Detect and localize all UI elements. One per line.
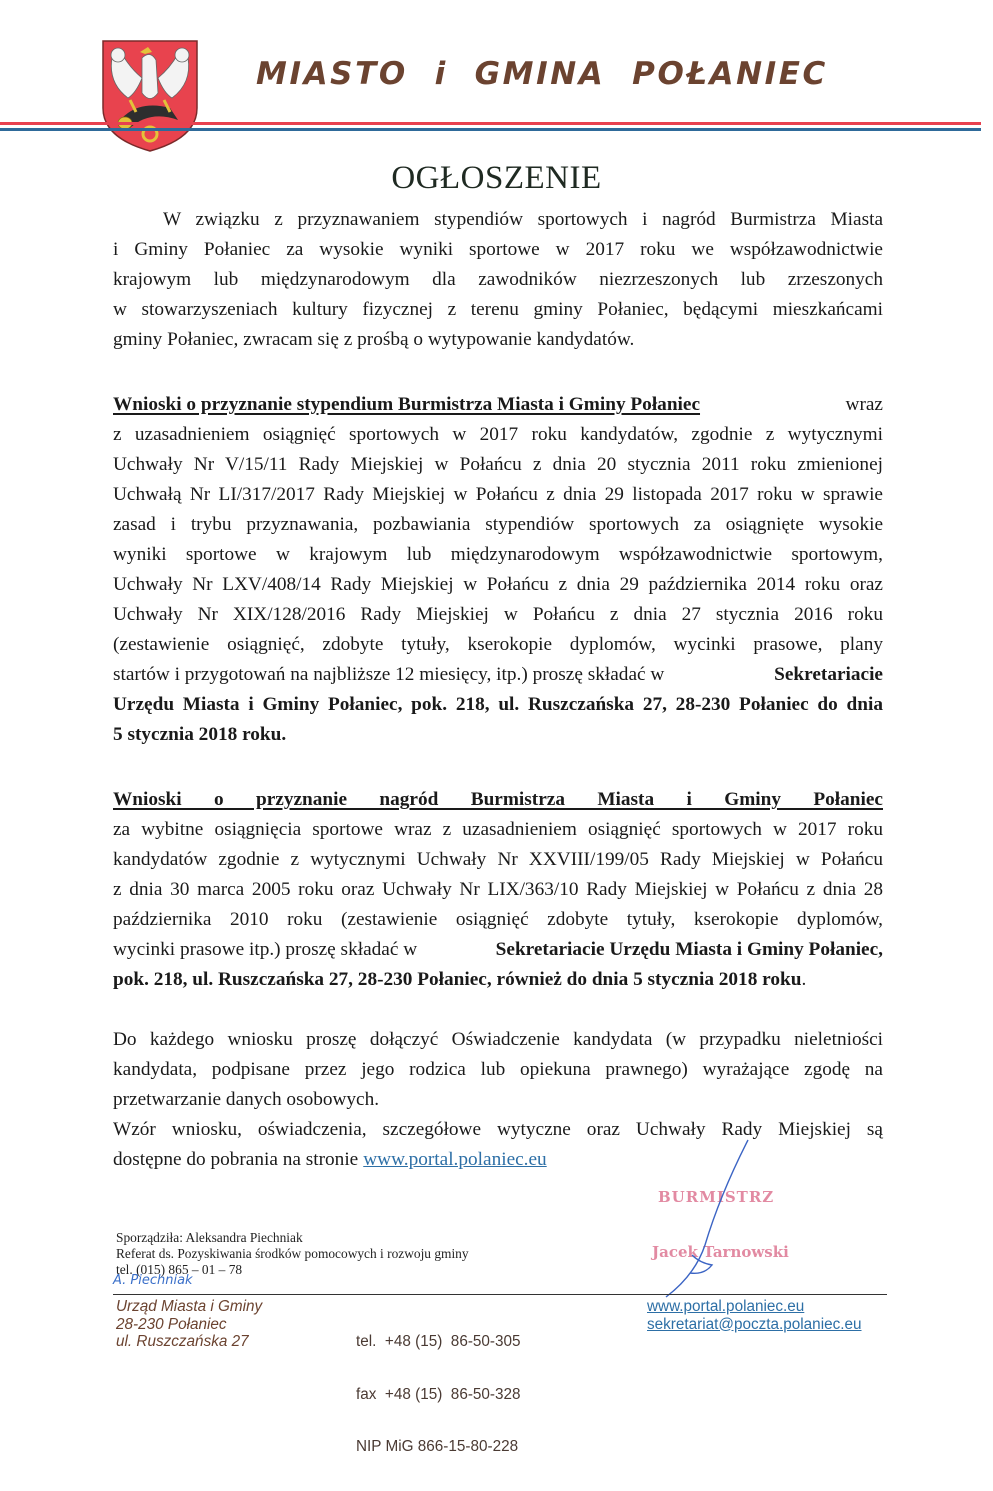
intro-paragraph [113,205,883,355]
text-segment-bold: pok. 218, ul. Ruszczańska 27, 28-230 Połaniec, również do dnia 5 stycznia 2018 roku [113,969,802,990]
footer-email-link[interactable]: sekretariat@poczta.polaniec.eu [647,1315,862,1333]
text-segment: startów i przygotowań na najbliższe 12 miesięcy, itp.) proszę składać w [113,664,665,685]
text-line: W związku z przyznawaniem stypendiów sportowych i nagród Burmistrza Miasta [163,209,883,230]
text-line: Do każdego wniosku proszę dołączyć Oświadczenie kandydata (w przypadku nieletniości [113,1029,883,1050]
portal-link[interactable]: www.portal.polaniec.eu [363,1149,547,1170]
text-line [113,660,883,690]
footer-address [116,1298,262,1351]
text-line: za wybitne osiągnięcia sportowe wraz z uzasadnieniem osiągnięć sportowych w 2017 roku [113,819,883,840]
footer-links [647,1298,862,1333]
heading-tail: wraz [845,394,883,415]
footer-nip: NIP MiG 866-15-80-228 [356,1438,519,1455]
text-line: Uchwały Nr V/15/11 Rady Miejskiej w Połańcu z dnia 20 stycznia 2011 roku zmienionej [113,454,883,475]
preparer-signature: A. Piechniak [113,1273,193,1288]
footer-phone: tel. +48 (15) 86-50-305 [356,1333,521,1350]
footer-fax: fax +48 (15) 86-50-328 [356,1385,521,1403]
awards-heading: Wnioski o przyznanie nagród Burmistrza Miasta i Gminy Połaniec [113,789,883,810]
prepared-by [116,1230,469,1278]
stamp-title: BURMISTRZ [658,1188,775,1206]
text-segment: wycinki prasowe itp.) proszę składać w [113,939,418,960]
text-line: kandydatów zgodnie z wytycznymi Uchwały Nr XXVIII/199/05 Rady Miejskiej w Połańcu [113,849,883,870]
header-divider-blue [0,128,981,131]
footer-website-link[interactable]: www.portal.polaniec.eu [647,1298,805,1315]
text-line: gminy Połaniec, zwracam się z prośbą o wytypowanie kandydatów. [113,329,635,350]
header-divider-red [0,122,981,125]
text-segment-bold: Sekretariacie Urzędu Miasta i Gminy Połaniec, [495,939,883,960]
prepared-by-phone: tel. (015) 865 – 01 – 78 [116,1262,243,1277]
scholarship-section [113,390,883,750]
text-line: (zestawienie osiągnięć, zdobyte tytuły, kserokopie dyplomów, wycinki prasowe, plany [113,634,883,655]
text-line: Uchwały Nr XIX/128/2016 Rady Miejskiej w Połańcu z dnia 27 stycznia 2016 roku [113,604,883,625]
footer-divider [113,1294,887,1295]
text-line: Uchwały Nr LXV/408/14 Rady Miejskiej w Połańcu z dnia 29 października 2014 roku oraz [113,574,883,595]
text-line: i Gminy Połaniec za wysokie wyniki sportowe w 2017 roku we współzawodnictwie [113,239,883,260]
text-line [113,935,883,965]
document-title: OGŁOSZENIE [391,160,602,196]
footer-contact [356,1298,521,1491]
coat-of-arms-icon [100,38,200,153]
address-line: 28-230 Połaniec [116,1315,227,1333]
text-segment-bold: Sekretariacie [774,664,883,685]
text-line: zasad i trybu przyznawania, pozbawiania stypendiów sportowych za osiągnięte wysokie [113,514,883,535]
text-line: października 2010 roku (zestawienie osiągnięć zdobyte tytuły, kserokopie dyplomów, [113,909,883,930]
text-segment: dostępne do pobrania na stronie [113,1149,359,1170]
text-line: z dnia 30 marca 2005 roku oraz Uchwały Nr LIX/363/10 Rady Miejskiej w Połańcu z dnia 28 [113,879,883,900]
text-line: w stowarzyszeniach kultury fizycznej z terenu gminy Połaniec, będącymi mieszkańcami [113,299,883,320]
address-line: ul. Ruszczańska 27 [116,1333,249,1350]
awards-section [113,785,883,995]
text-line: przetwarzanie danych osobowych. [113,1089,380,1110]
text-line-bold: Urzędu Miasta i Gminy Połaniec, pok. 218, ul. Ruszczańska 27, 28-230 Połaniec do dnia [113,694,883,715]
prepared-by-department: Referat ds. Pozyskiwania środków pomocowych i rozwoju gminy [116,1246,469,1261]
text-line [113,965,883,995]
text-line-bold: 5 stycznia 2018 roku. [113,724,287,745]
prepared-by-name: Sporządziła: Aleksandra Piechniak [116,1230,303,1245]
text-line: krajowym lub międzynarodowym dla zawodników niezrzeszonych lub zrzeszonych [113,269,883,290]
stamp-name: Jacek Tarnowski [652,1243,789,1261]
signature-icon [600,1135,800,1305]
text-line: Uchwałą Nr LI/317/2017 Rady Miejskiej w Połańcu z dnia 29 listopada 2017 roku w sprawie [113,484,883,505]
text-segment: . [801,969,807,990]
text-line [113,390,883,420]
text-line: wyniki sportowe w krajowym lub międzynarodowym współzawodnictwie sportowym, [113,544,883,565]
text-line: z uzasadnieniem osiągnięć sportowych w 2017 roku kandydatów, zgodnie z wytycznymi [113,424,883,445]
text-line: kandydata, podpisane przez jego rodzica lub opiekuna prawnego) wyrażające zgodę na [113,1059,883,1080]
text-line: Wzór wniosku, oświadczenia, szczegółowe wytyczne oraz Uchwały Rady Miejskiej są [113,1119,883,1140]
header-title: MIASTO i GMINA POŁANIEC [256,56,828,92]
address-line: Urząd Miasta i Gminy [116,1298,263,1315]
scholarship-heading: Wnioski o przyznanie stypendium Burmistrza Miasta i Gminy Połaniec [113,394,701,415]
